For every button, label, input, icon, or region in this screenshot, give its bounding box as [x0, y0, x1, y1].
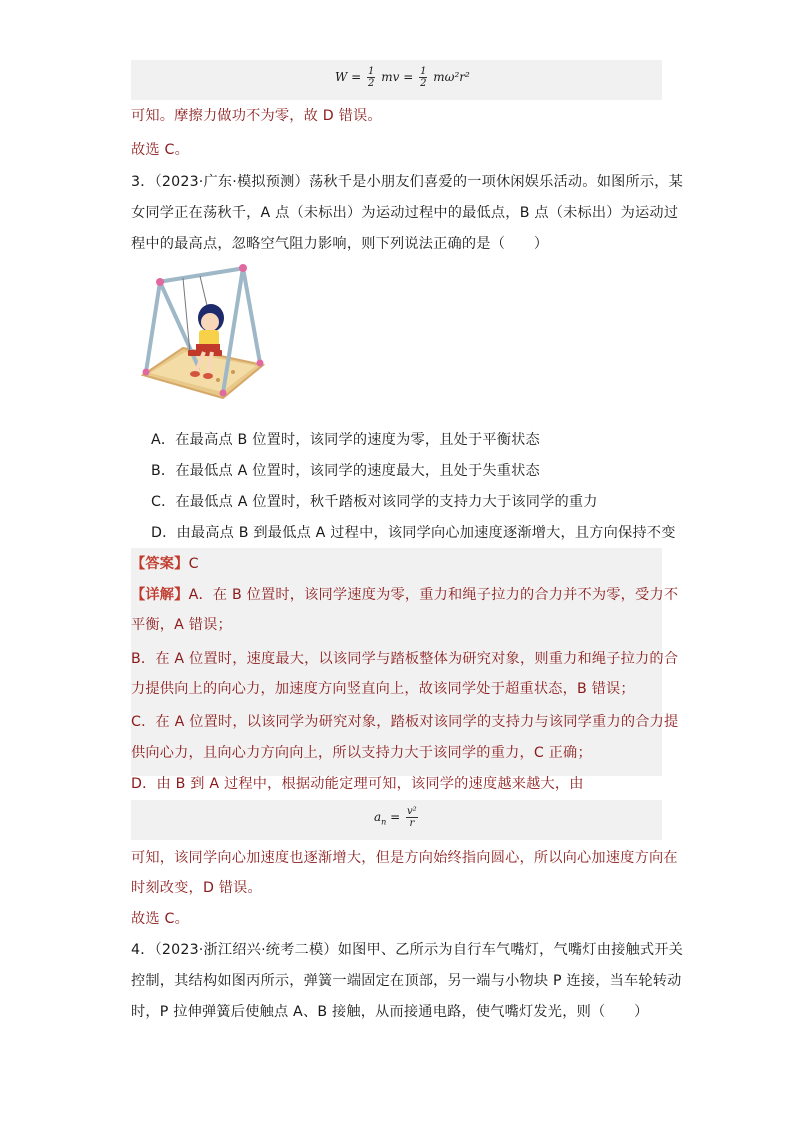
- question-4-line-3: 时，P 拉伸弹簧后使触点 A、B 接触，从而接通电路，使气嘴灯发光，则（ ）: [131, 1004, 649, 1020]
- formula-centripetal: [374, 806, 420, 829]
- formula-rhs: mω²r²: [433, 70, 470, 84]
- formula2-lhs: a: [374, 810, 382, 824]
- text-line: 故选 C。: [131, 911, 189, 927]
- text-line: 可知，该同学向心加速度也逐渐增大，但是方向始终指向圆心，所以向心加速度方向在: [131, 850, 678, 866]
- text-line: 可知。摩擦力做功不为零，故 D 错误。: [131, 108, 382, 124]
- question-3-line-1: 3．（2023·广东·模拟预测）荡秋千是小朋友们喜爱的一项休闲娱乐活动。如图所示，某: [131, 174, 684, 190]
- question-4-line-1: 4．（2023·浙江绍兴·统考二模）如图甲、乙所示为自行车气嘴灯，气嘴灯由接触式开关: [131, 942, 684, 958]
- option-a: A．在最高点 B 位置时，该同学的速度为零，且处于平衡状态: [151, 432, 540, 448]
- fraction-half-1: $\frac{1}{2}$: [368, 66, 375, 89]
- question-3-line-2: 女同学正在荡秋千，A 点（未标出）为运动过程中的最低点，B 点（未标出）为运动过: [131, 205, 679, 221]
- detail-line-1: 【详解】A．在 B 位置时，该同学速度为零，重力和绳子拉力的合力并不为零，受力不: [131, 587, 679, 603]
- detail-line-3: B．在 A 位置时，速度最大，以该同学与踏板整体为研究对象，则重力和绳子拉力的合: [131, 651, 679, 667]
- question-4-line-2: 控制，其结构如图丙所示，弹簧一端固定在顶部，另一端与小物块 P 连接，当车轮转动: [131, 973, 682, 989]
- formula2-eq: =: [390, 810, 401, 824]
- option-d: D．由最高点 B 到最低点 A 过程中，该同学向心加速度逐渐增大，且方向保持不变: [151, 525, 676, 541]
- detail-line-2: 平衡，A 错误；: [131, 617, 232, 633]
- fraction-v2-over-r: $\frac{\text{v²}}{r}$: [407, 806, 417, 829]
- answer-tag: 【答案】: [131, 556, 189, 572]
- detail-line-6: 供向心力，且向心力方向向上，所以支持力大于该同学的重力，C 正确；: [131, 745, 592, 761]
- detail-tag: 【详解】: [131, 587, 189, 603]
- option-b: B．在最低点 A 位置时，该同学的速度最大，且处于失重状态: [151, 463, 540, 479]
- detail-line-5: C．在 A 位置时，以该同学为研究对象，踏板对该同学的支持力与该同学重力的合力提: [131, 714, 679, 730]
- formula-mid: mv =: [381, 70, 414, 84]
- formula-block-1: [131, 60, 662, 100]
- formula-block-2: [131, 800, 662, 840]
- formula-lhs: W =: [335, 70, 362, 84]
- formula-work: [335, 66, 470, 89]
- question-3-line-3: 程中的最高点，忽略空气阻力影响，则下列说法正确的是（ ）: [131, 236, 549, 252]
- detail-line-7: D．由 B 到 A 过程中，根据动能定理可知，该同学的速度越来越大，由: [131, 776, 584, 792]
- text-line: 故选 C。: [131, 142, 189, 158]
- formula2-sub: n: [381, 817, 387, 827]
- swing-illustration: [138, 260, 268, 410]
- answer-line: [131, 554, 662, 574]
- text-line: 时刻改变，D 错误。: [131, 880, 262, 896]
- answer-value: C: [188, 556, 199, 572]
- fraction-half-2: $\frac{1}{2}$: [420, 66, 427, 89]
- detail-line-4: 力提供向上的向心力，加速度方向竖直向上，故该同学处于超重状态，B 错误；: [131, 681, 635, 697]
- option-c: C．在最低点 A 位置时，秋千踏板对该同学的支持力大于该同学的重力: [151, 494, 598, 510]
